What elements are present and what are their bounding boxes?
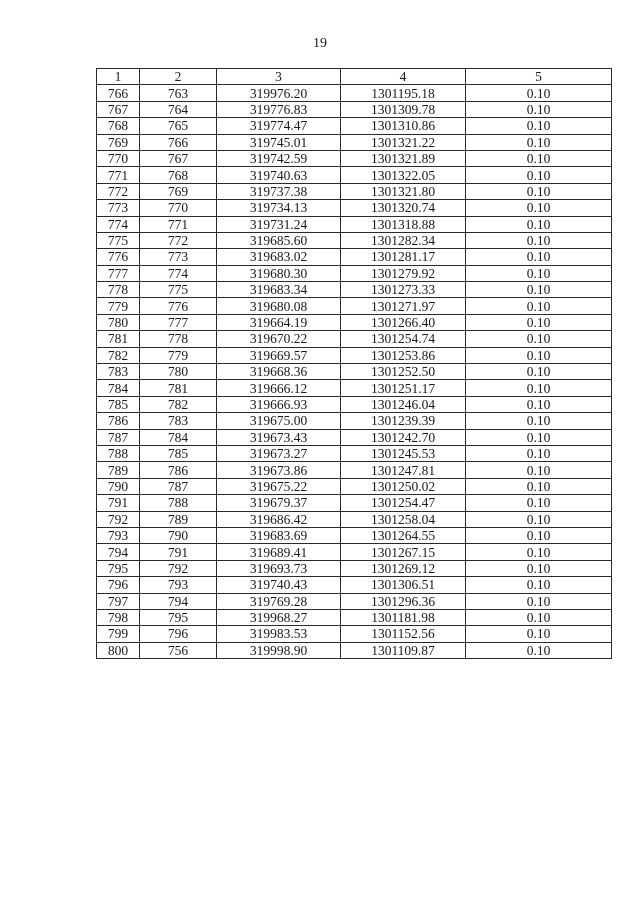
table-cell: 796 <box>140 626 217 642</box>
table-row <box>97 413 612 429</box>
header-cell-1: 1 <box>97 69 140 85</box>
header-cell-4: 4 <box>341 69 466 85</box>
table-cell: 0.10 <box>466 527 612 543</box>
table-cell: 798 <box>97 609 140 625</box>
table-row <box>97 101 612 117</box>
table-cell: 800 <box>97 642 140 658</box>
table-cell: 0.10 <box>466 265 612 281</box>
table-cell: 776 <box>140 298 217 314</box>
table-cell: 0.10 <box>466 445 612 461</box>
table-cell: 770 <box>140 200 217 216</box>
table-row <box>97 364 612 380</box>
coordinates-table <box>96 68 612 659</box>
table-row <box>97 200 612 216</box>
table-cell: 781 <box>97 331 140 347</box>
table-row <box>97 445 612 461</box>
table-cell: 768 <box>140 167 217 183</box>
table-cell: 319740.43 <box>217 577 341 593</box>
table-cell: 772 <box>140 232 217 248</box>
table-cell: 1301267.15 <box>341 544 466 560</box>
table-cell: 1301281.17 <box>341 249 466 265</box>
table-cell: 1301245.53 <box>341 445 466 461</box>
table-cell: 1301239.39 <box>341 413 466 429</box>
table-cell: 1301279.92 <box>341 265 466 281</box>
table-cell: 783 <box>140 413 217 429</box>
table-cell: 319776.83 <box>217 101 341 117</box>
table-cell: 769 <box>140 183 217 199</box>
table-cell: 319680.30 <box>217 265 341 281</box>
table-cell: 0.10 <box>466 314 612 330</box>
table-cell: 771 <box>97 167 140 183</box>
table-cell: 779 <box>140 347 217 363</box>
table-cell: 776 <box>97 249 140 265</box>
table-cell: 319666.93 <box>217 396 341 412</box>
table-cell: 799 <box>97 626 140 642</box>
table-cell: 775 <box>97 232 140 248</box>
table-cell: 775 <box>140 282 217 298</box>
table-cell: 1301247.81 <box>341 462 466 478</box>
table-cell: 0.10 <box>466 331 612 347</box>
table-cell: 792 <box>140 560 217 576</box>
table-cell: 0.10 <box>466 626 612 642</box>
table-cell: 770 <box>97 150 140 166</box>
table-cell: 0.10 <box>466 85 612 101</box>
table-cell: 1301322.05 <box>341 167 466 183</box>
table-cell: 319731.24 <box>217 216 341 232</box>
table-cell: 319683.02 <box>217 249 341 265</box>
table-cell: 0.10 <box>466 364 612 380</box>
table-cell: 319693.73 <box>217 560 341 576</box>
table-cell: 756 <box>140 642 217 658</box>
table-cell: 319689.41 <box>217 544 341 560</box>
table-cell: 1301266.40 <box>341 314 466 330</box>
table-cell: 788 <box>140 495 217 511</box>
table-cell: 0.10 <box>466 249 612 265</box>
table-cell: 319740.63 <box>217 167 341 183</box>
table-row <box>97 577 612 593</box>
table-cell: 0.10 <box>466 544 612 560</box>
table-cell: 774 <box>97 216 140 232</box>
table-cell: 319673.27 <box>217 445 341 461</box>
table-cell: 782 <box>97 347 140 363</box>
table-cell: 319664.19 <box>217 314 341 330</box>
table-cell: 788 <box>97 445 140 461</box>
table-cell: 1301152.56 <box>341 626 466 642</box>
table-row <box>97 216 612 232</box>
table-cell: 1301195.18 <box>341 85 466 101</box>
table-cell: 766 <box>97 85 140 101</box>
table-cell: 778 <box>140 331 217 347</box>
table-row <box>97 282 612 298</box>
table-cell: 0.10 <box>466 167 612 183</box>
table-cell: 797 <box>97 593 140 609</box>
table-cell: 0.10 <box>466 429 612 445</box>
table-cell: 768 <box>97 118 140 134</box>
table-cell: 319675.22 <box>217 478 341 494</box>
table-row <box>97 232 612 248</box>
table-cell: 789 <box>97 462 140 478</box>
table-row <box>97 150 612 166</box>
table-cell: 786 <box>140 462 217 478</box>
table-cell: 0.10 <box>466 298 612 314</box>
table-cell: 0.10 <box>466 560 612 576</box>
table-cell: 765 <box>140 118 217 134</box>
table-cell: 796 <box>97 577 140 593</box>
table-cell: 319998.90 <box>217 642 341 658</box>
table-cell: 1301310.86 <box>341 118 466 134</box>
page-number: 19 <box>313 36 327 51</box>
table-row <box>97 593 612 609</box>
table-cell: 0.10 <box>466 495 612 511</box>
table-cell: 773 <box>97 200 140 216</box>
table-cell: 319683.34 <box>217 282 341 298</box>
table-cell: 1301306.51 <box>341 577 466 593</box>
table-cell: 766 <box>140 134 217 150</box>
table-row <box>97 265 612 281</box>
table-cell: 780 <box>140 364 217 380</box>
table-cell: 1301318.88 <box>341 216 466 232</box>
table-cell: 769 <box>97 134 140 150</box>
table-cell: 1301309.78 <box>341 101 466 117</box>
table-cell: 319734.13 <box>217 200 341 216</box>
table-cell: 789 <box>140 511 217 527</box>
table-cell: 1301181.98 <box>341 609 466 625</box>
table-cell: 0.10 <box>466 511 612 527</box>
table-cell: 1301253.86 <box>341 347 466 363</box>
table-row <box>97 626 612 642</box>
table-header <box>97 69 612 85</box>
table-cell: 1301273.33 <box>341 282 466 298</box>
table-cell: 790 <box>140 527 217 543</box>
table-cell: 783 <box>97 364 140 380</box>
table-cell: 319983.53 <box>217 626 341 642</box>
table-cell: 1301320.74 <box>341 200 466 216</box>
table-cell: 767 <box>97 101 140 117</box>
table-cell: 778 <box>97 282 140 298</box>
table-cell: 319686.42 <box>217 511 341 527</box>
table-cell: 319685.60 <box>217 232 341 248</box>
table-row <box>97 314 612 330</box>
table-cell: 0.10 <box>466 347 612 363</box>
table-cell: 0.10 <box>466 118 612 134</box>
table-row <box>97 478 612 494</box>
table-cell: 0.10 <box>466 216 612 232</box>
table-cell: 0.10 <box>466 380 612 396</box>
table-body <box>97 85 612 659</box>
table-row <box>97 134 612 150</box>
table-cell: 1301269.12 <box>341 560 466 576</box>
table-cell: 0.10 <box>466 577 612 593</box>
table-cell: 790 <box>97 478 140 494</box>
table-row <box>97 511 612 527</box>
table-row <box>97 609 612 625</box>
table-cell: 319679.37 <box>217 495 341 511</box>
table-cell: 1301254.74 <box>341 331 466 347</box>
table-cell: 0.10 <box>466 200 612 216</box>
table-row <box>97 331 612 347</box>
table-cell: 0.10 <box>466 593 612 609</box>
table-cell: 0.10 <box>466 232 612 248</box>
header-cell-2: 2 <box>140 69 217 85</box>
table-cell: 763 <box>140 85 217 101</box>
header-cell-5: 5 <box>466 69 612 85</box>
table-cell: 1301271.97 <box>341 298 466 314</box>
table-cell: 1301296.36 <box>341 593 466 609</box>
table-cell: 0.10 <box>466 282 612 298</box>
table-cell: 0.10 <box>466 101 612 117</box>
table-cell: 782 <box>140 396 217 412</box>
table-cell: 319673.86 <box>217 462 341 478</box>
table-cell: 771 <box>140 216 217 232</box>
table-cell: 319673.43 <box>217 429 341 445</box>
table-cell: 0.10 <box>466 478 612 494</box>
table-cell: 1301250.02 <box>341 478 466 494</box>
table-row <box>97 495 612 511</box>
table-row <box>97 396 612 412</box>
table-cell: 319675.00 <box>217 413 341 429</box>
table-cell: 0.10 <box>466 396 612 412</box>
table-cell: 319669.57 <box>217 347 341 363</box>
table-cell: 0.10 <box>466 642 612 658</box>
table-cell: 1301321.89 <box>341 150 466 166</box>
table-cell: 795 <box>140 609 217 625</box>
table-cell: 319666.12 <box>217 380 341 396</box>
table-cell: 779 <box>97 298 140 314</box>
table-cell: 1301258.04 <box>341 511 466 527</box>
table-row <box>97 347 612 363</box>
table-cell: 777 <box>140 314 217 330</box>
table-cell: 1301321.22 <box>341 134 466 150</box>
table-cell: 1301251.17 <box>341 380 466 396</box>
table-cell: 319976.20 <box>217 85 341 101</box>
table-cell: 781 <box>140 380 217 396</box>
table-cell: 0.10 <box>466 609 612 625</box>
table-cell: 1301242.70 <box>341 429 466 445</box>
table-cell: 319680.08 <box>217 298 341 314</box>
table-cell: 792 <box>97 511 140 527</box>
table-row <box>97 118 612 134</box>
table-cell: 1301321.80 <box>341 183 466 199</box>
table-cell: 319737.38 <box>217 183 341 199</box>
table-row <box>97 167 612 183</box>
table-cell: 767 <box>140 150 217 166</box>
table-cell: 1301254.47 <box>341 495 466 511</box>
table-cell: 319769.28 <box>217 593 341 609</box>
table-cell: 1301252.50 <box>341 364 466 380</box>
table-row <box>97 560 612 576</box>
table-cell: 795 <box>97 560 140 576</box>
table-cell: 0.10 <box>466 150 612 166</box>
table-row <box>97 544 612 560</box>
table-cell: 794 <box>140 593 217 609</box>
table-cell: 794 <box>97 544 140 560</box>
table-cell: 1301282.34 <box>341 232 466 248</box>
table-cell: 0.10 <box>466 462 612 478</box>
table-cell: 787 <box>97 429 140 445</box>
table-cell: 777 <box>97 265 140 281</box>
table-cell: 780 <box>97 314 140 330</box>
table-cell: 1301109.87 <box>341 642 466 658</box>
table-cell: 0.10 <box>466 134 612 150</box>
table-cell: 319668.36 <box>217 364 341 380</box>
table-cell: 764 <box>140 101 217 117</box>
header-cell-3: 3 <box>217 69 341 85</box>
table-cell: 319683.69 <box>217 527 341 543</box>
table-row <box>97 298 612 314</box>
table-cell: 786 <box>97 413 140 429</box>
table-row <box>97 249 612 265</box>
table-cell: 0.10 <box>466 183 612 199</box>
table-cell: 793 <box>97 527 140 543</box>
table-row <box>97 85 612 101</box>
table-cell: 784 <box>140 429 217 445</box>
table-cell: 791 <box>140 544 217 560</box>
table-cell: 1301246.04 <box>341 396 466 412</box>
table-cell: 319968.27 <box>217 609 341 625</box>
header-row <box>97 69 612 85</box>
table-row <box>97 183 612 199</box>
table-cell: 319774.47 <box>217 118 341 134</box>
table-cell: 785 <box>97 396 140 412</box>
table-cell: 793 <box>140 577 217 593</box>
table-cell: 0.10 <box>466 413 612 429</box>
table-row <box>97 527 612 543</box>
table-cell: 319745.01 <box>217 134 341 150</box>
table-cell: 787 <box>140 478 217 494</box>
table-cell: 319670.22 <box>217 331 341 347</box>
table-cell: 791 <box>97 495 140 511</box>
table-row <box>97 462 612 478</box>
table-cell: 1301264.55 <box>341 527 466 543</box>
table-row <box>97 642 612 658</box>
table-cell: 774 <box>140 265 217 281</box>
table-cell: 772 <box>97 183 140 199</box>
table-cell: 784 <box>97 380 140 396</box>
table-cell: 319742.59 <box>217 150 341 166</box>
table-cell: 773 <box>140 249 217 265</box>
table-row <box>97 429 612 445</box>
table-row <box>97 380 612 396</box>
table-cell: 785 <box>140 445 217 461</box>
